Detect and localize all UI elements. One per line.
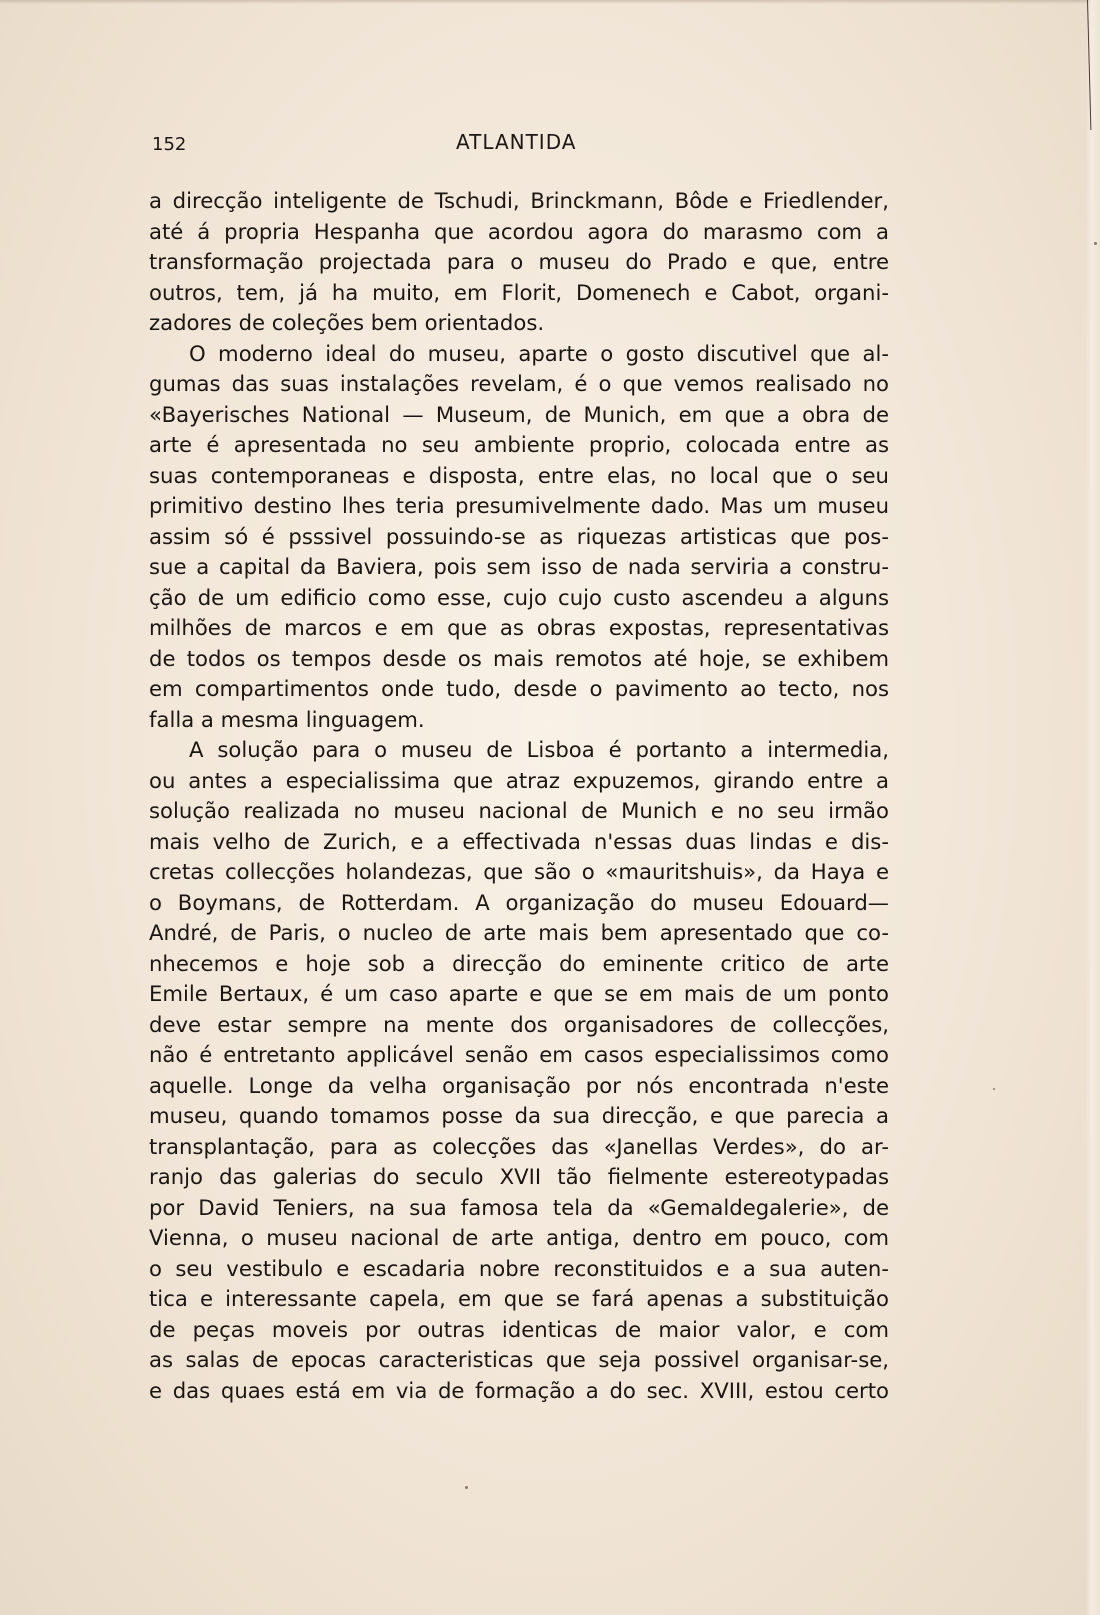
text-line: ranjo das galerias do seculo XVII tão fielmente estereotypadas [149,1164,889,1189]
text-line: e das quaes está em via de formação a do sec. XVIII, estou certo [149,1377,889,1403]
text-line: a direcção inteligente de Tschudi, Brinckmann, Bôde e Friedlender, [149,188,889,213]
text-line: por David Teniers, na sua famosa tela da «Gemaldegalerie», de [149,1194,889,1220]
text-line: falla a mesma linguagem. [149,706,425,732]
text-line: aquelle. Longe da velha organisação por nós encontrada n'este [149,1072,889,1098]
text-line: o Boymans, de Rotterdam. A organização do museu Edouard— [149,889,889,915]
text-line: museu, quando tomamos posse da sua direcção, e que parecia a [149,1103,889,1128]
text-line: cretas collecções holandezas, que são o «mauritshuis», da Haya e [149,859,889,884]
text-line: não é entretanto applicável senão em casos especialissimos como [149,1042,889,1067]
page-top-edge [0,0,1100,4]
text-line: suas contemporaneas e disposta, entre elas, no local que o seu [149,462,889,488]
text-line: sue a capital da Baviera, pois sem isso de nada serviria a constru- [149,554,889,579]
text-line: as salas de epocas caracteristicas que seja possivel organisar-se, [149,1347,889,1372]
text-line: até á propria Hespanha que acordou agora do marasmo com a [149,218,889,244]
paper-speck [465,1486,468,1489]
text-line: transplantação, para as colecções das «Janellas Verdes», do ar- [149,1133,889,1159]
text-line: primitivo destino lhes teria presumivelmente dado. Mas um museu [149,493,889,518]
text-line: solução realizada no museu nacional de Munich e no seu irmão [149,798,889,823]
text-line: gumas das suas instalações revelam, é o que vemos realisado no [149,371,889,396]
page-number: 152 [152,134,187,155]
text-line: arte é apresentada no seu ambiente proprio, colocada entre as [149,432,889,457]
text-line: ou antes a especialissima que atraz expuzemos, girando entre a [149,767,889,793]
text-line: de todos os tempos desde os mais remotos até hoje, se exhibem [149,645,889,671]
paragraph-first-line: A solução para o museu de Lisboa é portanto a intermedia, [189,737,889,762]
text-line: zadores de coleções bem orientados. [149,310,545,335]
text-line: milhões de marcos e em que as obras expostas, representativas [149,615,889,640]
text-line: «Bayerisches National — Museum, de Munich, em que a obra de [149,401,889,427]
text-line: Vienna, o museu nacional de arte antiga, dentro em pouco, com [149,1225,889,1250]
text-line: o seu vestibulo e escadaria nobre reconstituidos e a sua auten- [149,1255,889,1281]
page-right-edge [1086,0,1100,1615]
paragraph-first-line: O moderno ideal do museu, aparte o gosto discutivel que al- [189,340,889,366]
text-line: ção de um edificio como esse, cujo cujo custo ascendeu a alguns [149,584,889,610]
text-line: em compartimentos onde tudo, desde o pavimento ao tecto, nos [149,676,889,701]
text-line: Emile Bertaux, é um caso aparte e que se em mais de um ponto [149,981,889,1006]
paper-speck [1094,242,1097,245]
text-line: transformação projectada para o museu do Prado e que, entre [149,249,889,274]
text-line: nhecemos e hoje sob a direcção do eminente critico de arte [149,950,889,976]
text-line: mais velho de Zurich, e a effectivada n'essas duas lindas e dis- [149,828,889,854]
text-line: de peças moveis por outras identicas de maior valor, e com [149,1316,889,1342]
text-line: assim só é psssivel possuindo-se as riquezas artisticas que pos- [149,523,889,549]
text-line: deve estar sempre na mente dos organisadores de collecções, [149,1011,889,1037]
paper-speck [993,1088,995,1090]
text-line: tica e interessante capela, em que se fará apenas a substituição [149,1286,889,1311]
running-title: ATLANTIDA [456,130,577,154]
text-line: outros, tem, já ha muito, em Florit, Domenech e Cabot, organi- [149,279,889,305]
running-head [0,128,1100,168]
body-text [149,186,889,1406]
text-line: André, de Paris, o nucleo de arte mais bem apresentado que co- [149,920,889,945]
